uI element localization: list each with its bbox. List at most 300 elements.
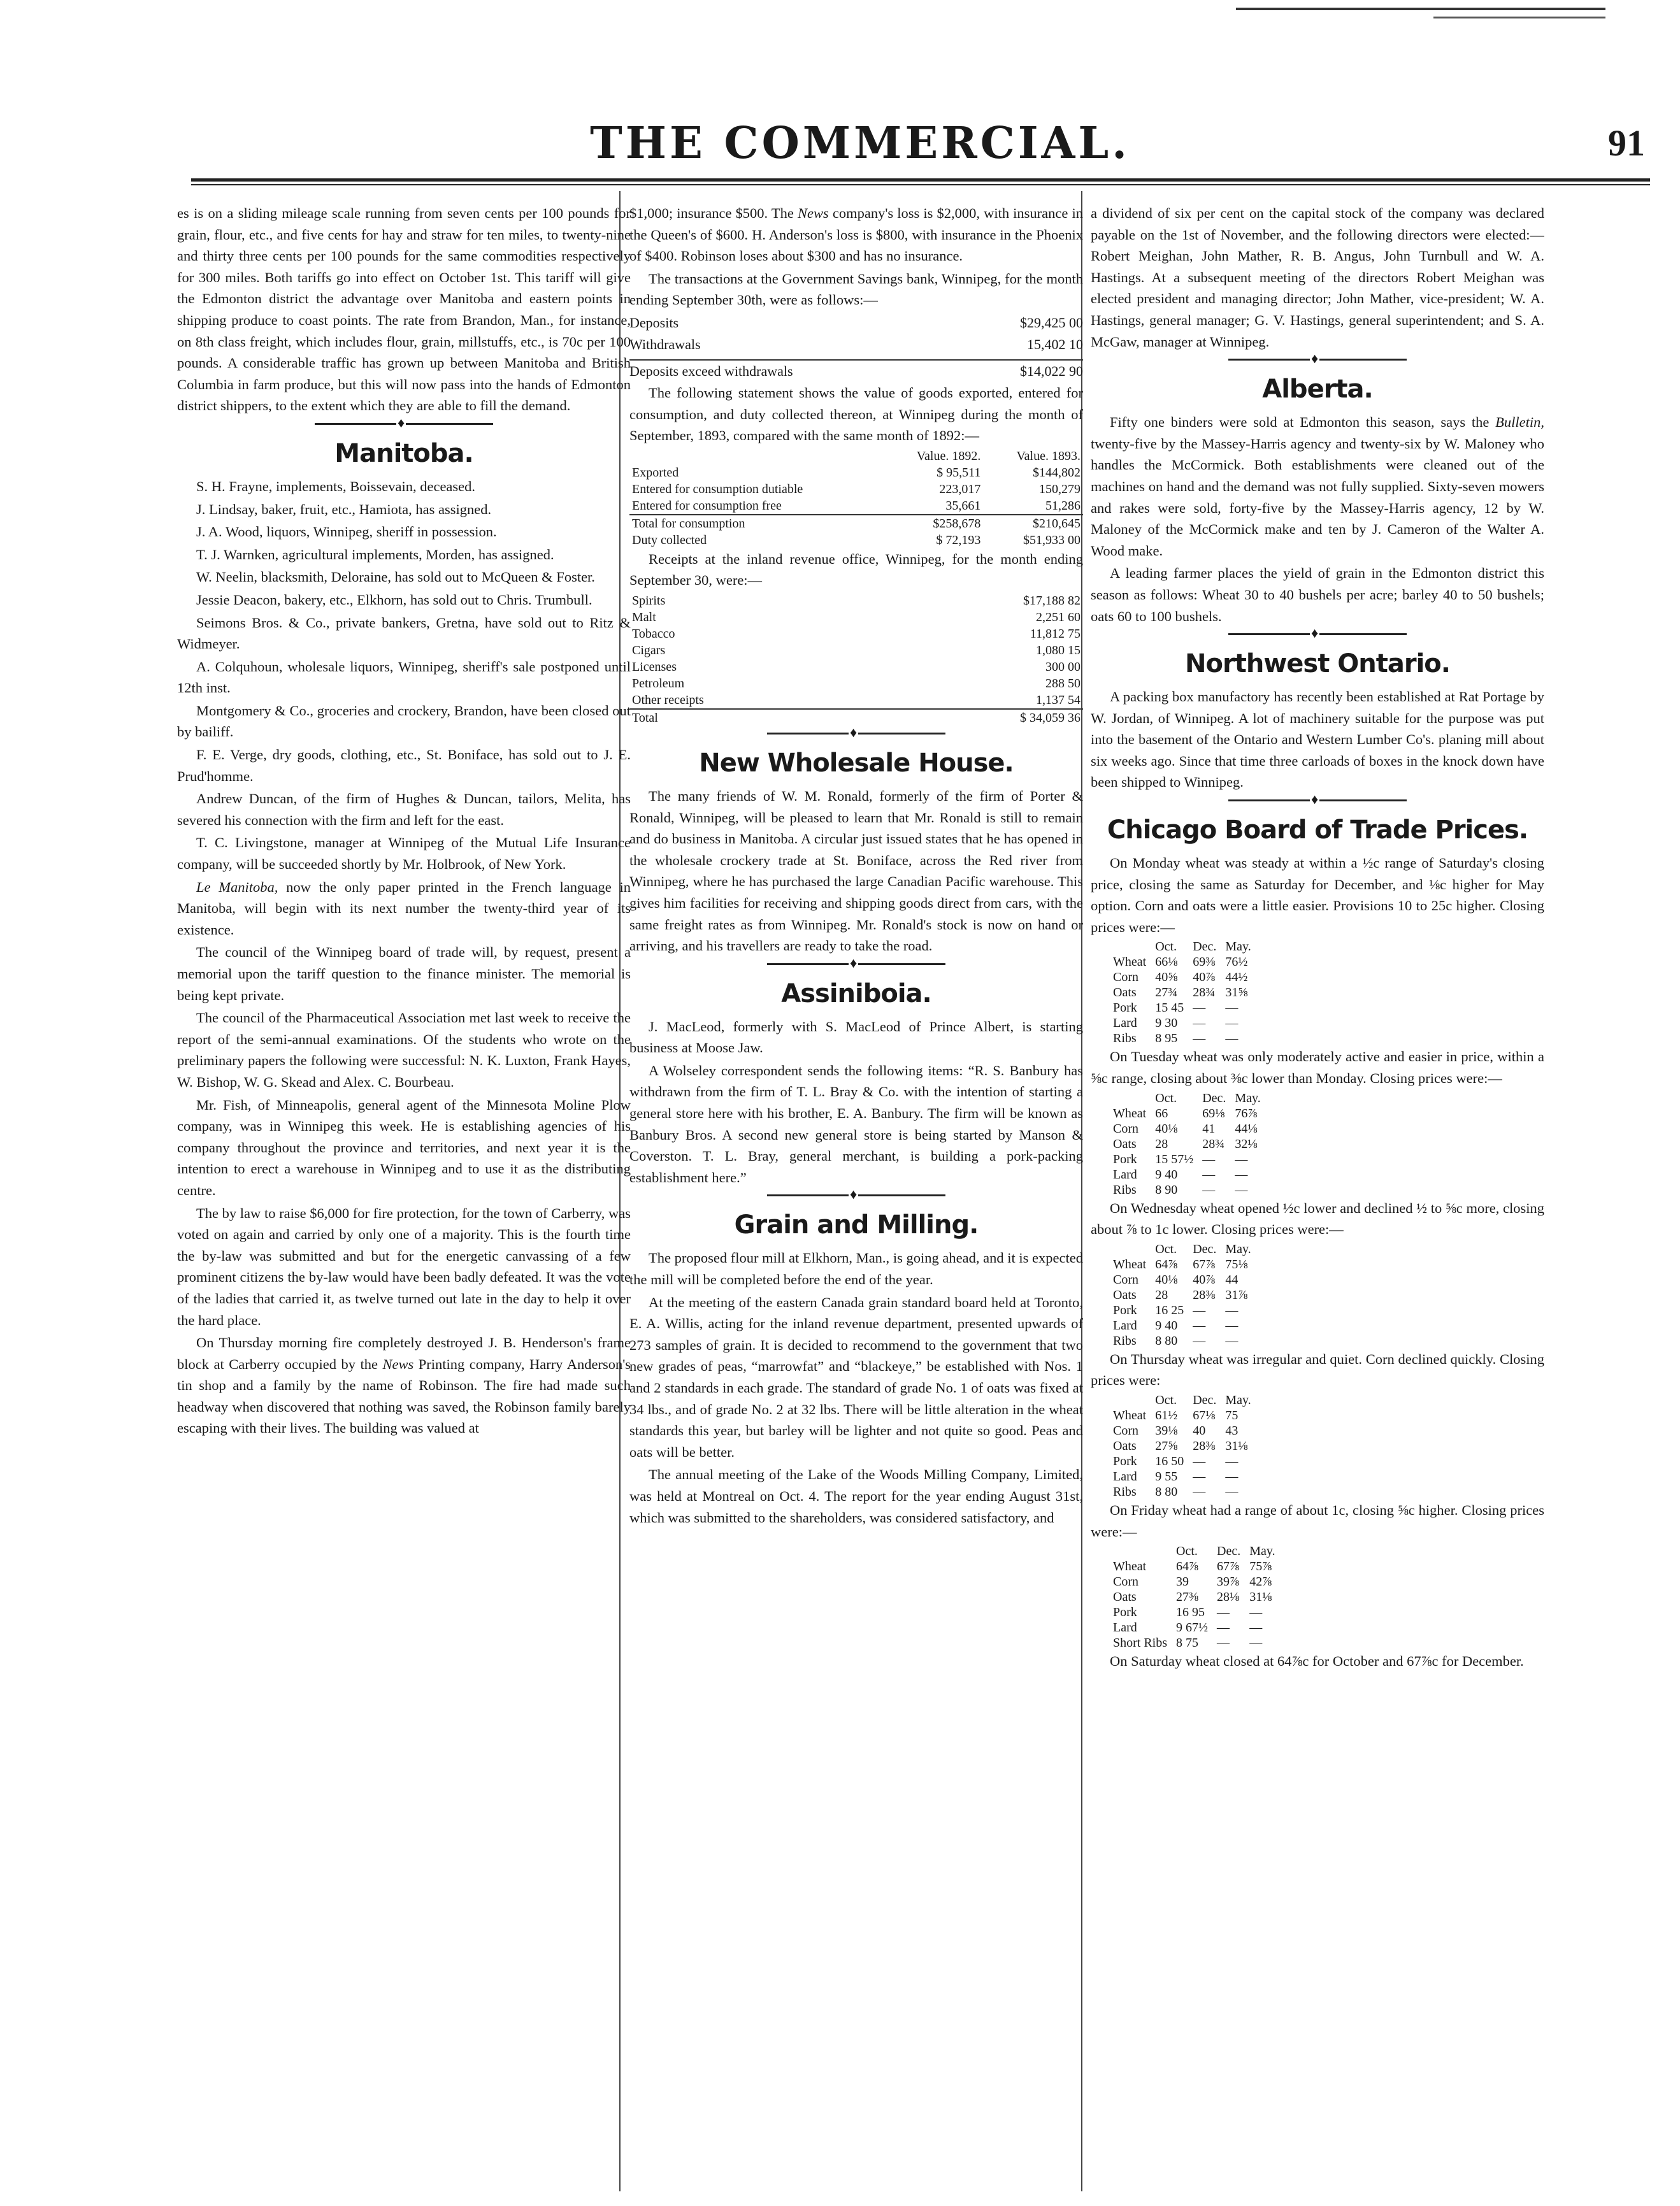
table-cell: Wheat [1113,1408,1147,1422]
table-cell: Corn [1113,1272,1138,1287]
column-2 [629,203,1083,2190]
table-row [629,592,1083,609]
table-header-cell: Dec. [1217,1544,1241,1559]
continued-paragraph [629,203,1083,267]
table-cell: — [1225,1031,1238,1046]
table-cell: — [1193,1303,1206,1317]
table-header-row [1113,1242,1260,1257]
news-item: Montgomery & Co., groceries and crockery, Brandon, have been closed out by bailiff. [177,702,631,740]
news-item-text: twenty-five by the Massey-Harris agency and twenty-six by W. Maloney who handles the McCormick. Both establishments were cleaned out of the machines on hand and the demand was not fully supplied. Sixty-seven mowers and rakes were sold, forty-five by the Massey-Harris agency, 12 by W. Maloney of the McCormick make and ten by J. Cameron of the Walter A. Wood make. [1091,435,1544,559]
table-header-cell: Dec. [1202,1091,1226,1105]
table-cell: Pork [1113,1303,1137,1317]
table-cell: — [1235,1152,1248,1166]
table-cell: 9 55 [1155,1470,1178,1484]
table-row [1113,1015,1260,1031]
table-cell: — [1225,1303,1238,1317]
table-cell: 40⅛ [1155,1272,1178,1287]
table-cell: Entered for consumption dutiable [632,482,803,496]
table-cell: 39⅛ [1155,1424,1178,1438]
section-heading-alberta: Alberta. [1262,375,1373,405]
table-header-cell [629,448,884,464]
table-cell: Oats [1113,1439,1137,1453]
table-header-cell: Oct. [1155,1091,1177,1105]
news-item: A Wolseley correspondent sends the following items: “R. S. Banbury has withdrawn from the firm of T. L. Bray & Co. with the intention of starting a general store here with his brother, E. A. Banbury. The firm will be known as Banbury Bros. A second new general store is being started by Manson & Coverston. T. L. Bray, general merchant, is building a pork-packing establishment here.” [629,1062,1083,1185]
price-table-thursday [1113,1393,1260,1500]
table-cell: 16 25 [1155,1303,1184,1317]
newspaper-title: THE COMMERCIAL. [590,118,1130,169]
table-row [1113,1272,1260,1287]
table-header-cell: Oct. [1176,1544,1198,1559]
market-report-thursday: On Thursday wheat was irregular and quiet. Corn declined quickly. Closing prices were: [1091,1350,1544,1389]
table-cell: 288 50 [1045,676,1081,691]
table-cell: 64⅞ [1176,1559,1199,1574]
table-cell: $51,933 00 [1023,533,1081,547]
table-row [1113,1333,1260,1349]
table-header-row [1113,1091,1270,1106]
table-cell: 28⅛ [1217,1590,1240,1605]
table-row [1113,1318,1260,1333]
table-cell: 40⅝ [1155,970,1178,985]
table-cell: 43 [1225,1424,1238,1438]
table-cell: Petroleum [632,676,685,691]
manitoba-items [177,476,631,1439]
table-row [1113,1121,1270,1136]
news-item: S. H. Frayne, implements, Boissevain, deceased. [196,478,476,494]
table-header-cell: May. [1225,1242,1251,1256]
table-cell: 15 45 [1155,1001,1184,1015]
deposits-row [629,312,1083,334]
table-cell: — [1235,1182,1248,1197]
section-separator [1228,799,1407,801]
table-cell: — [1225,1001,1238,1015]
table-cell: 9 67½ [1176,1621,1209,1635]
news-item: The annual meeting of the Lake of the Woods Milling Company, Limited, was held at Montreal on Oct. 4. The report for the year ending August 31st, which was submitted to the shareholders, was considered satisfactory, and [629,1466,1083,1526]
table-cell: Lard [1113,1318,1137,1333]
table-cell: 2,251 60 [1036,610,1081,624]
table-cell: Oats [1113,1287,1137,1302]
table-cell: — [1193,1470,1206,1484]
table-header-cell: Value. 1893. [1016,448,1081,463]
table-cell: $210,645 [983,515,1083,532]
news-item [177,877,631,941]
news-item: F. E. Verge, dry goods, clothing, etc., St. Boniface, has sold out to J. E. Prud'homme. [177,747,631,784]
table-cell: 44⅛ [1235,1121,1258,1136]
section-heading-assiniboia: Assiniboia. [781,978,931,1008]
table-cell: Oats [1113,1136,1137,1151]
table-row [1113,1167,1270,1182]
table-row [1113,1620,1284,1635]
table-header-row [1113,939,1260,954]
price-table-wednesday [1113,1242,1260,1349]
withdrawals-row [629,334,1083,355]
table-cell: 28⅜ [1193,1287,1216,1302]
table-cell: Exported [632,465,679,480]
table-cell: Pork [1113,1001,1137,1015]
table-cell: 15 57½ [1155,1152,1194,1166]
table-row [1113,1031,1260,1046]
table-cell: Ribs [1113,1485,1137,1499]
table-cell: 27⅝ [1155,1439,1178,1453]
news-item-text: On Thursday morning fire completely destroyed J. B. Henderson's frame block at Carberry occupied by the [177,1335,631,1372]
table-row [1113,1589,1284,1605]
table-cell: Oats [1113,1590,1137,1605]
table-row [629,659,1083,675]
table-row [1113,1106,1270,1121]
newspaper-name: News [382,1356,414,1372]
table-row [1113,985,1260,1000]
inland-revenue-intro: Receipts at the inland revenue office, Winnipeg, for the month ending September 30, were:— [629,550,1083,589]
table-cell: 9 40 [1155,1167,1178,1182]
table-cell: 31⅝ [1225,985,1248,1000]
table-cell: 8 90 [1155,1182,1178,1197]
column-1 [177,203,631,2190]
table-cell: — [1225,1333,1238,1348]
table-cell: 35,661 [945,498,981,513]
table-cell: $ 95,511 [937,465,981,480]
table-header-cell: May. [1225,940,1251,954]
table-header-cell: Dec. [1193,1393,1217,1407]
table-row [1113,1454,1260,1469]
table-cell: Lard [1113,1470,1137,1484]
section-heading-manitoba: Manitoba. [334,438,473,468]
masthead-rule-thin [191,184,1650,185]
table-row [1113,1605,1284,1620]
table-cell: — [1193,1333,1206,1348]
section-separator [1228,359,1407,361]
table-cell: 223,017 [939,482,981,496]
trade-statement-intro: The following statement shows the value of goods exported, entered for consumption, and duty collected thereon, at Winnipeg during the month of September, 1893, compared with the same month of 1892:— [629,384,1083,444]
table-row [1113,1423,1260,1438]
table-cell: Duty collected [632,533,707,547]
table-row [629,532,1083,548]
excess-label: Deposits exceed withdrawals [629,362,793,379]
table-cell: 28 [1155,1287,1168,1302]
table-cell: 31⅞ [1225,1287,1248,1302]
table-header-cell: Dec. [1193,1242,1217,1256]
news-item-text: company's loss is $2,000, with insurance in the Queen's of $600. H. Anderson's loss is $800, with insurance in the Phoenix of $400. Robinson loses about $300 and has no insurance. [629,205,1083,264]
market-report-wednesday: On Wednesday wheat opened ½c lower and declined ½ to ⅝c more, closing about ⅞ to 1c lower. Closing prices were:— [1091,1200,1544,1238]
price-table-tuesday [1113,1091,1270,1198]
news-item: Andrew Duncan, of the firm of Hughes & Duncan, tailors, Melita, has severed his connection with the firm and left for the east. [177,791,631,828]
table-cell: — [1193,1485,1206,1499]
table-cell: 11,812 75 [1030,626,1081,641]
table-row [1113,954,1260,970]
table-row [629,626,1083,642]
table-cell: — [1193,1016,1206,1031]
news-item: T. J. Warnken, agricultural implements, Morden, has assigned. [196,546,554,562]
table-cell: 28 [1155,1136,1168,1151]
table-total-row [629,515,1083,532]
price-table-friday [1113,1543,1284,1651]
table-cell: 44½ [1225,970,1248,985]
table-cell: Wheat [1113,1106,1147,1121]
table-cell: 31⅛ [1225,1439,1248,1453]
table-cell: $17,188 82 [1023,593,1081,608]
news-item: W. Neelin, blacksmith, Deloraine, has sold out to McQueen & Foster. [196,569,595,585]
table-row [1113,1182,1270,1198]
table-cell: Lard [1113,1167,1137,1182]
table-cell: Spirits [632,593,666,608]
table-header-cell [1113,1242,1155,1257]
news-item: A. Colquhoun, wholesale liquors, Winnipeg, sheriff's sale postponed until 12th inst. [177,658,631,696]
news-item: J. Lindsay, baker, fruit, etc., Hamiota, has assigned. [196,501,492,517]
table-cell: 9 30 [1155,1016,1178,1031]
table-cell: — [1193,1001,1206,1015]
top-rule-short [1433,17,1605,18]
table-cell: 8 75 [1176,1636,1199,1651]
table-cell: 76⅞ [1235,1106,1258,1121]
table-row [629,675,1083,692]
news-item: A leading farmer places the yield of grain in the Edmonton district this season as follows: Wheat 30 to 40 bushels per acre; barley 40 to 50 bushels; oats 60 to 100 bushels. [1091,565,1544,624]
news-item: T. C. Livingstone, manager at Winnipeg of the Mutual Life Insurance company, will be succeeded shortly by Mr. Holbrook, of New York. [177,834,631,873]
table-row [1113,1136,1270,1152]
newspaper-name: Le Manitoba, [196,878,278,895]
table-cell: 67⅞ [1193,1257,1216,1271]
table-cell: 1,080 15 [1036,643,1081,657]
newspaper-name: Bulletin, [1495,414,1544,431]
table-cell: 27¾ [1155,985,1178,1000]
deposits-value: $29,425 00 [1020,314,1083,331]
table-row [629,609,1083,626]
table-cell: — [1225,1454,1238,1468]
table-row [1113,1469,1260,1484]
section-heading-northwest-ontario: Northwest Ontario. [1185,649,1450,679]
table-cell: Wheat [1113,1559,1147,1574]
table-cell: Cigars [632,643,666,657]
table-cell: Licenses [632,659,677,674]
table-cell: Pork [1113,1152,1137,1166]
table-cell: 51,286 [1045,498,1081,513]
table-header-cell: May. [1225,1393,1251,1407]
table-cell: 31⅛ [1249,1590,1272,1605]
deposits-label: Deposits [629,314,678,331]
table-cell: — [1249,1605,1263,1620]
masthead-rule [191,178,1650,182]
table-cell: 8 80 [1155,1333,1178,1348]
table-cell: — [1202,1167,1216,1182]
section-heading-grain-and-milling: Grain and Milling. [734,1210,979,1240]
table-cell: Lard [1113,1016,1137,1031]
table-cell: Corn [1113,1424,1138,1438]
table-cell: 75⅞ [1249,1559,1272,1574]
table-cell: Other receipts [632,692,704,707]
continued-paragraph: a dividend of six per cent on the capital stock of the company was declared payable on the 1st of November, and the following directors were elected:—Robert Meighan, John Mather, R. B. Angus, John Turnbull and W. A. Hastings. At a subsequent meeting of the directors Robert Meighan was elected president and managing director; John Mather, vice-president; W. A. Hastings, general manager; G. V. Hastings, general superintendent; and S. A. McGaw, manager at Winnipeg. [1091,205,1544,350]
table-cell: 69⅜ [1193,955,1216,970]
table-cell: Tobacco [632,626,675,641]
table-cell: Ribs [1113,1333,1137,1348]
table-cell: 64⅞ [1155,1257,1178,1271]
table-cell: Corn [1113,970,1138,985]
table-cell: Corn [1113,1121,1138,1136]
table-cell: Short Ribs [1113,1636,1168,1651]
table-header-cell [1113,1091,1155,1106]
section-heading-new-wholesale-house: New Wholesale House. [699,748,1014,778]
table-cell: — [1249,1621,1263,1635]
table-cell: 67⅛ [1193,1408,1216,1422]
news-item: The by law to raise $6,000 for fire protection, for the town of Carberry, was voted on again and carried by only one of a majority. This is the fourth time the by-law was submitted and but for the energetic canvassing of a few prominent citizens the by-law would have been badly defeated. It was the vote of the ladies that carried it, as twelve turned out late in the day to help it over the hard place. [177,1205,631,1328]
news-item: J. A. Wood, liquors, Winnipeg, sheriff in possession. [196,524,497,540]
table-cell: Pork [1113,1454,1137,1468]
table-cell: 16 95 [1176,1605,1205,1620]
table-cell: 150,279 [1039,482,1081,496]
market-report-friday: On Friday wheat had a range of about 1c, closing ⅝c higher. Closing prices were:— [1091,1502,1544,1540]
table-cell: 40 [1193,1424,1206,1438]
newspaper-name: News [797,205,829,221]
table-cell: — [1217,1605,1230,1620]
table-cell: Malt [632,610,656,624]
table-header-cell: Oct. [1155,1242,1177,1256]
table-cell: 40⅞ [1193,970,1216,985]
table-row [629,692,1083,709]
table-cell: 75 [1225,1408,1238,1422]
table-cell: 69⅛ [1202,1106,1225,1121]
table-cell: Ribs [1113,1031,1137,1046]
table-header-cell: Value. 1892. [916,448,981,463]
news-item: At the meeting of the eastern Canada grain standard board held at Toronto, E. A. Willis, acting for the inland revenue department, presented upwards of 273 samples of grain. It is decided to recommend to the government that two new grades of peas, “marrowfat” and “blackeye,” be established with Nos. 1 and 2 standards in each grade. The standard of grade No. 1 of oats was fixed at 34 lbs., and of grade No. 2 at 32 lbs. There will be little alteration in the wheat standards this year, but barley will be lighter and not quite so good. Peas and oats will be better. [629,1294,1083,1460]
section-heading-chicago-board-of-trade: Chicago Board of Trade Prices. [1107,815,1528,845]
table-header-cell [1113,1543,1176,1559]
table-cell: $ 34,059 36 [874,709,1083,726]
table-cell: Corn [1113,1575,1138,1589]
table-cell: 27⅜ [1176,1590,1199,1605]
table-cell: 39 [1176,1575,1189,1589]
table-cell: 8 80 [1155,1485,1178,1499]
table-row [1113,1408,1260,1423]
table-cell: — [1193,1318,1206,1333]
market-report-tuesday: On Tuesday wheat was only moderately active and easier in price, within a ⅝c range, closing about ⅜c lower than Monday. Closing prices were:— [1091,1049,1544,1087]
news-item-text: now the only paper printed in the French language in Manitoba, will begin with its next number the twenty-third year of its existence. [177,878,631,938]
table-cell: Wheat [1113,955,1147,970]
trade-statement-table [629,448,1083,548]
table-cell: — [1225,1016,1238,1031]
price-table-monday [1113,939,1260,1046]
table-header-row [1113,1543,1284,1559]
table-cell: 40⅛ [1155,1121,1178,1136]
table-cell: $144,802 [1033,465,1081,480]
table-cell: 300 00 [1045,659,1081,674]
table-row [1113,1257,1260,1272]
page-number: 91 [1608,122,1645,164]
table-cell: — [1202,1182,1216,1197]
table-header-cell: Dec. [1193,940,1217,954]
table-header-cell: Oct. [1155,1393,1177,1407]
table-row [629,498,1083,515]
table-cell: — [1217,1621,1230,1635]
table-cell: 32⅛ [1235,1136,1258,1151]
table-row [629,642,1083,659]
news-item: The council of the Pharmaceutical Association met last week to receive the report of the semi-annual examinations. Of the students who wrote on the preliminary papers the following were successful: N. K. Luxton, Frank Hayes, W. Bishop, W. G. Skead and Alex. C. Bourbeau. [177,1010,631,1090]
table-row [1113,1152,1270,1167]
table-cell: 42⅞ [1249,1575,1272,1589]
table-cell: 67⅞ [1217,1559,1240,1574]
table-cell: 9 40 [1155,1318,1178,1333]
table-header-cell: May. [1235,1091,1261,1105]
table-cell: 61½ [1155,1408,1178,1422]
savings-bank-intro: The transactions at the Government Savings bank, Winnipeg, for the month ending September 30th, were as follows:— [629,270,1083,308]
table-row [629,481,1083,498]
table-cell: 41 [1202,1121,1216,1136]
table-cell: 39⅞ [1217,1575,1240,1589]
table-cell: 44 [1225,1272,1238,1287]
table-row [1113,1303,1260,1318]
table-cell: Lard [1113,1621,1137,1635]
table-cell: — [1193,1454,1206,1468]
table-cell: $ 72,193 [936,533,981,547]
news-item: A packing box manufactory has recently been established at Rat Portage by W. Jordan, of Winnipeg. A lot of machinery suitable for the purpose was put into the basement of the Ontario and Western Lumber Co's. planing mill about six weeks ago. Since that time three carloads of boxes in the knock down have been shipped to Winnipeg. [1091,689,1544,791]
table-cell: 1,137 54 [1036,692,1081,707]
table-header-cell [1113,939,1155,954]
table-row [629,464,1083,481]
table-cell: — [1225,1318,1238,1333]
table-cell: 28¾ [1193,985,1216,1000]
section-separator [767,1194,945,1196]
table-cell: — [1225,1470,1238,1484]
section-separator [767,733,945,734]
table-cell: Wheat [1113,1257,1147,1271]
continued-paragraph: es is on a sliding mileage scale running from seven cents per 100 pounds for grain, flour, etc., and five cents for hay and straw for ten miles, to twenty-nine and thirty three cents per 100 pounds for the same commodities respectively for 300 miles. Both tariffs go into effect on October 1st. This tariff will give the Edmonton district the advantage over Manitoba and eastern points in shipping produce to coast points. The rate from Brandon, Man., for instance, on 8th class freight, which includes flour, grain, millstuffs, etc., is 70c per 100 pounds. A considerable traffic has grown up between Manitoba and British Columbia in farm produce, but this will now pass into the hands of Edmonton district shippers, to the extent which they are able to fill the demand. [177,205,631,414]
table-row [1113,1559,1284,1574]
news-item: The many friends of W. M. Ronald, formerly of the firm of Porter & Ronald, Winnipeg, will be pleased to learn that Mr. Ronald is still to remain and do business in Manitoba. A circular just issued states that he has opened in the wholesale crockery trade at St. Boniface, across the Red river from Winnipeg, where he has purchased the large Canadian Pacific warehouse. This gives him facilities for receiving and shipping goods direct from cars, with the same freight rates as from Winnipeg. Mr. Ronald's stock is now on hand or arriving, and his travellers are ready to take the road. [629,787,1083,954]
table-cell: Pork [1113,1605,1137,1620]
news-item: Mr. Fish, of Minneapolis, general agent of the Minnesota Moline Plow company, was in Winnipeg this week. He is establishing agencies of his company throughout the province and territories, and next year it is the intention to erect a warehouse in Winnipeg and to use it as the distributing centre. [177,1096,631,1198]
news-item: Seimons Bros. & Co., private bankers, Gretna, have sold out to Ritz & Widmeyer. [177,614,631,652]
table-cell: 66 [1155,1106,1168,1121]
table-cell: 8 95 [1155,1031,1178,1046]
table-header-row [629,448,1083,464]
table-cell: Total [629,709,874,726]
table-row [1113,1438,1260,1454]
table-cell: $258,678 [884,515,984,532]
table-cell: 66⅛ [1155,955,1178,970]
table-row [1113,1484,1260,1500]
news-item: J. MacLeod, formerly with S. MacLeod of Prince Albert, is starting business at Moose Jaw. [629,1018,1083,1056]
withdrawals-value: 15,402 10 [1027,336,1083,352]
table-cell: 28¾ [1202,1136,1225,1151]
news-item [1091,412,1544,561]
table-cell: 40⅞ [1193,1272,1216,1287]
table-cell: 16 50 [1155,1454,1184,1468]
table-cell: — [1193,1031,1206,1046]
top-rule [1236,8,1605,10]
table-cell: 75⅛ [1225,1257,1248,1271]
table-cell: Entered for consumption free [632,498,782,513]
column-3 [1091,203,1544,2190]
news-item-text: Printing company, Harry Anderson's tin shop and a family by the name of Robinson. The fire had made such headway when discovered that nothing was saved, the Robinson family barely escaping with their lives. The building was valued at [177,1356,631,1436]
table-cell: 76½ [1225,955,1248,970]
news-item: The council of the Winnipeg board of trade will, by request, present a memorial upon the tariff question to the finance minister. The memorial is being kept private. [177,944,631,1003]
table-row [1113,1635,1284,1651]
market-report-saturday: On Saturday wheat closed at 64⅞c for October and 67⅞c for December. [1110,1653,1524,1670]
news-item-text: Fifty one binders were sold at Edmonton this season, says the [1110,414,1496,431]
news-item-text: $1,000; insurance $500. The [629,205,798,221]
table-cell: Total for consumption [629,515,884,532]
news-item: Jessie Deacon, bakery, etc., Elkhorn, has sold out to Chris. Trumbull. [196,591,592,608]
table-row [1113,1287,1260,1303]
news-item: The proposed flour mill at Elkhorn, Man., is going ahead, and it is expected the mill will be completed before the end of the year. [629,1250,1083,1288]
table-header-cell: May. [1249,1544,1275,1559]
table-cell: — [1225,1485,1238,1499]
withdrawals-label: Withdrawals [629,336,701,352]
market-report-monday: On Monday wheat was steady at within a ½c range of Saturday's closing price, closing the same as Saturday for December, and ⅛c higher for May option. Corn and oats were a little easier. Provisions 10 to 25c higher. Closing prices were:— [1091,855,1544,935]
table-header-cell [1113,1393,1155,1408]
table-cell: — [1202,1152,1216,1166]
table-row [1113,970,1260,985]
table-row [1113,1574,1284,1589]
section-separator [1228,633,1407,635]
table-row [1113,1000,1260,1015]
table-header-cell: Oct. [1155,940,1177,954]
savings-bank-figures [629,312,1083,382]
